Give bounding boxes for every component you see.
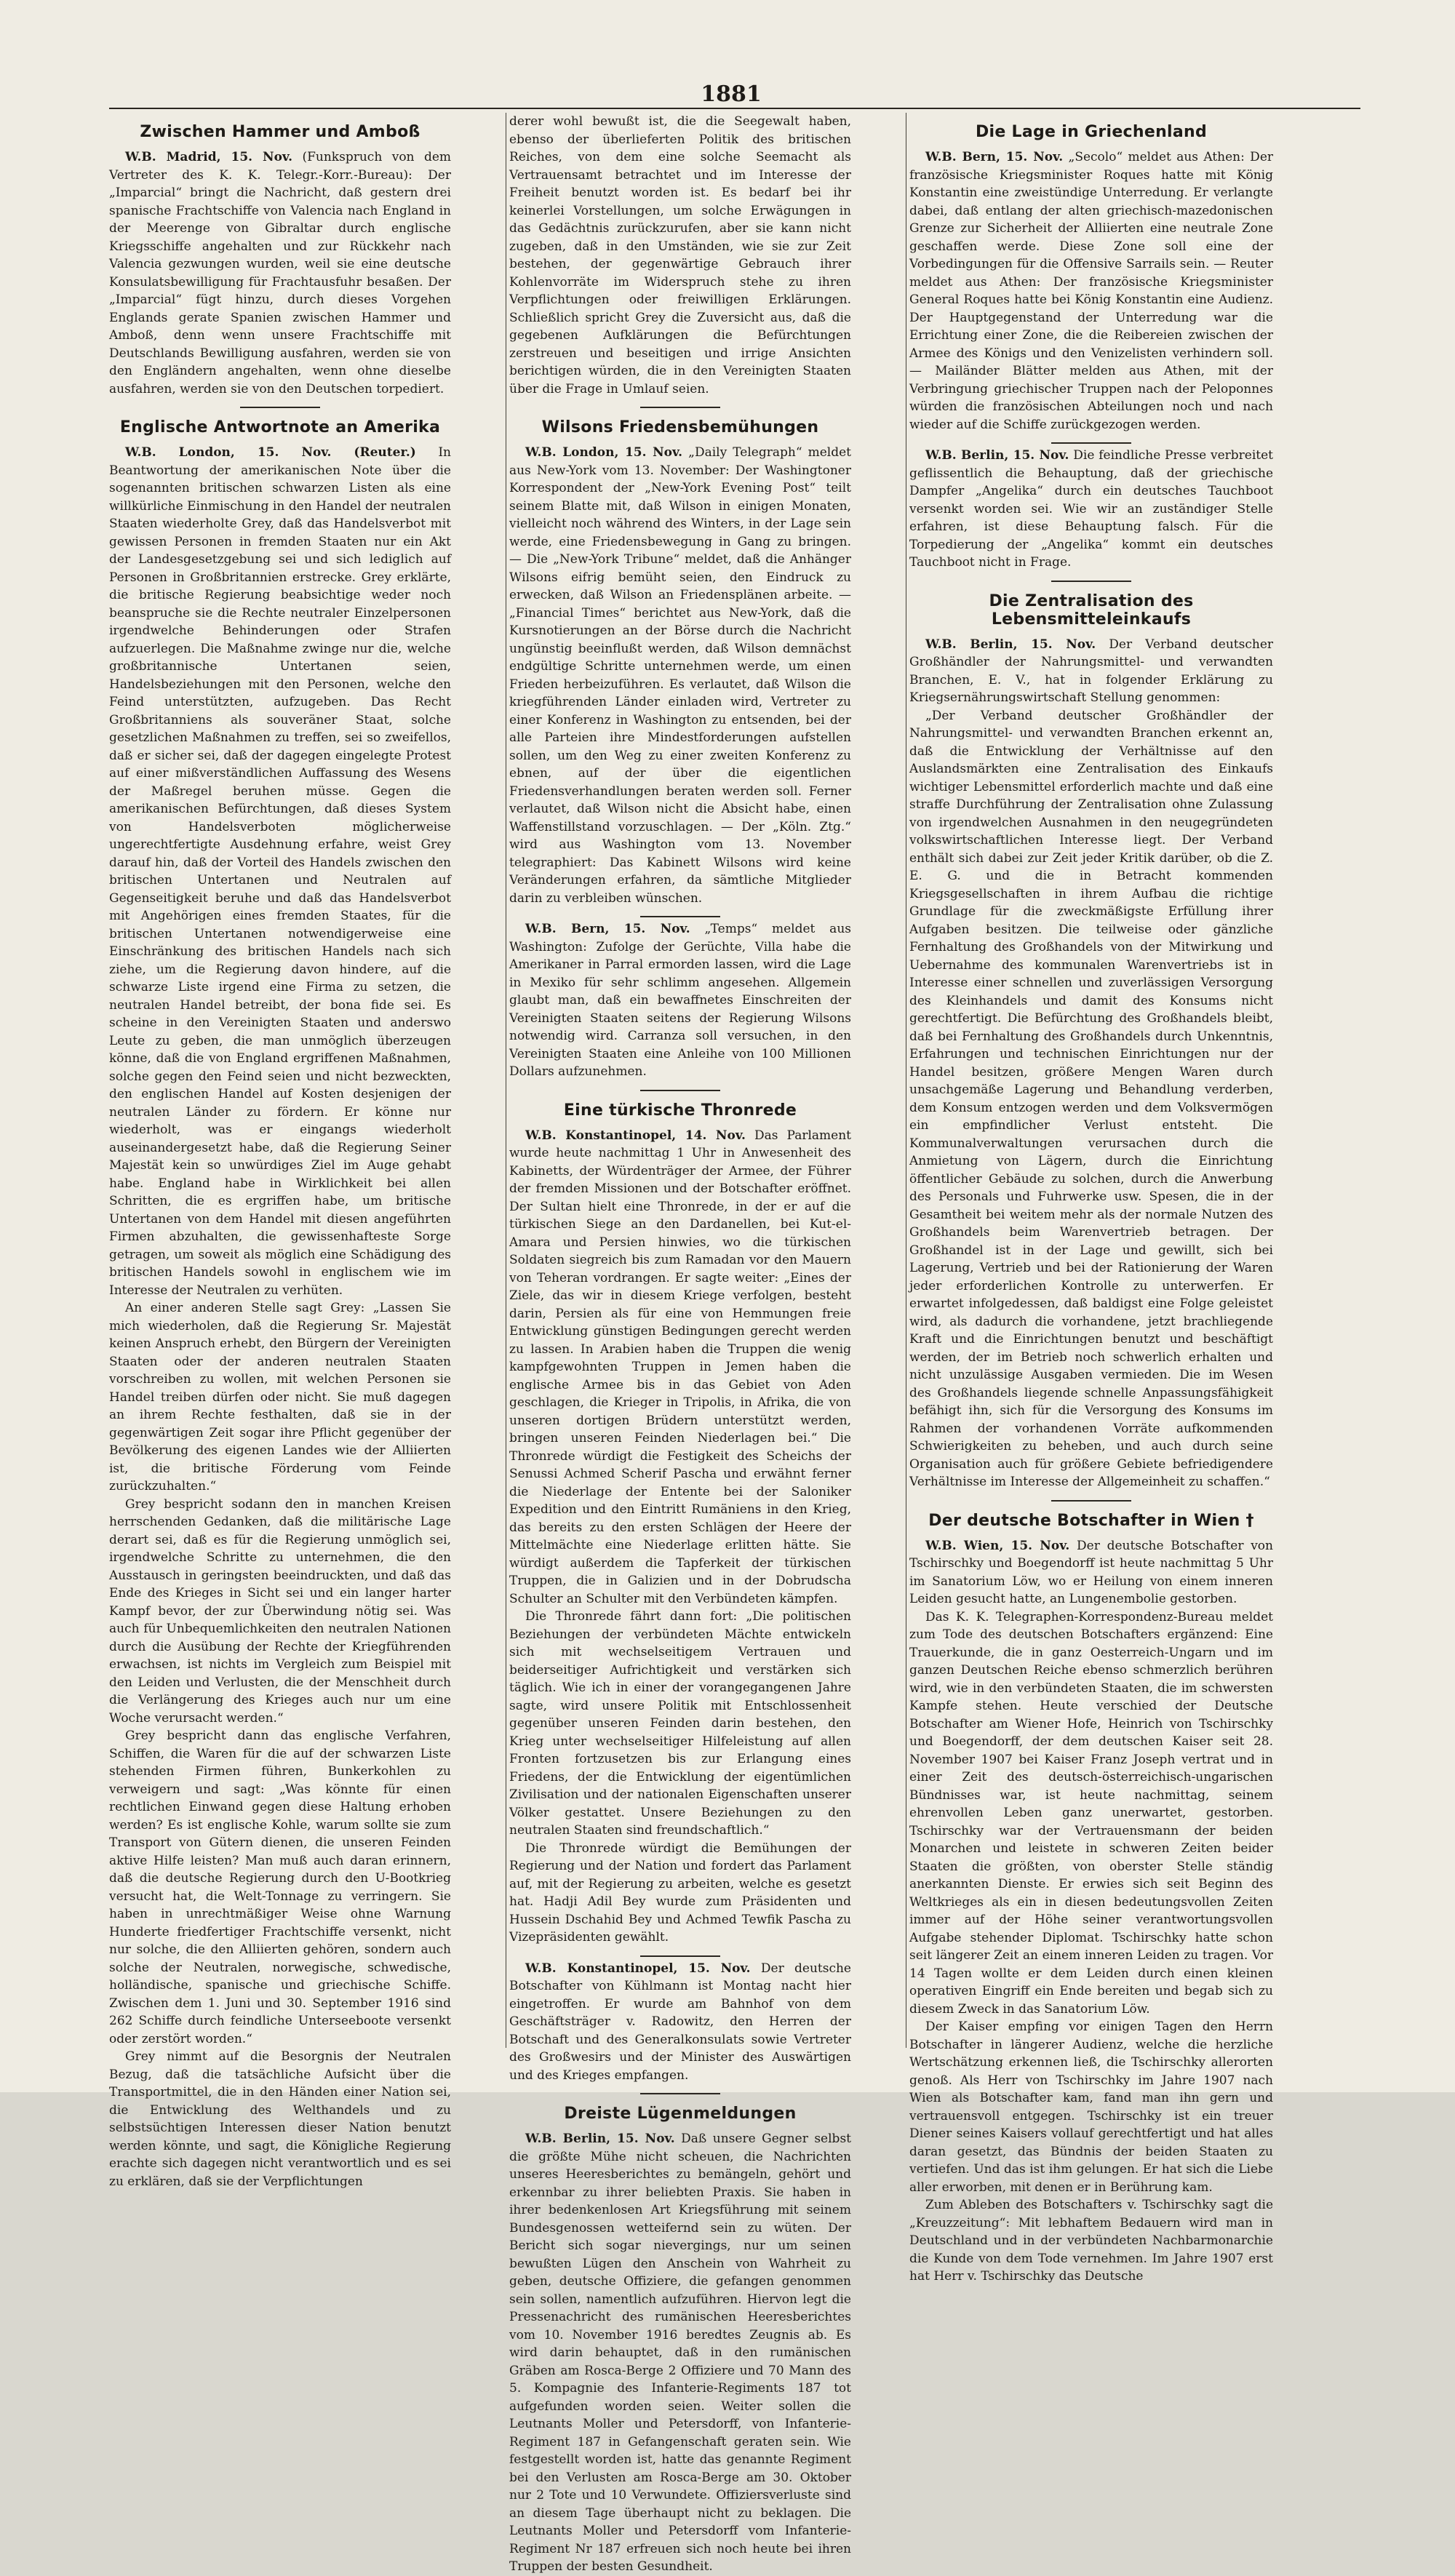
dateline: W.B. Berlin, 15. Nov. bbox=[525, 2132, 675, 2146]
article-text: Das Parlament wurde heute nachmittag 1 Uhr in Anwesenheit des Kabinetts, der Würdenträger der Armee, der Führer der fremden Missionen und der Botschafter eröffnet. Der Sultan hielt eine Thronrede, in der er auf die türkischen Siege an den Dardanellen, bei Kut-el-Amara und Persien hinwies, wo die türkischen Soldaten siegreich bis zum Ramadan vor den Mauern von Teheran vordrangen. Er sagte weiter: „Eines der Ziele, das wir in diesem Kriege verfolgen, besteht darin, Persien als für eine von Hemmungen freie Entwicklung günstigen Bedingungen gerecht werden zu lassen. In Arabien haben die Truppen die wenig kampfgewohnten Truppen in Jemen haben die englische Armee bis in das Gebiet von Aden geschlagen, die Krieger in Tripolis, in Afrika, die von unseren dortigen Brüdern unterstützt werden, bringen unseren Feinden Niederlagen bei.“ Die Thronrede würdigt die Festigkeit des Scheichs der Senussi Achmed Scherif Pascha und erwähnt ferner die Niederlage der Entente bei der Saloniker Expedition und den Eintritt Rumäniens in den Krieg, das bereits zu den ersten Schlägen der Heere der Mittelmächte eine Niederlage erlitten hätte. Sie würdigt außerdem die Tapferkeit der türkischen Truppen, die in Galizien und in der Dobrudscha Schulter an Schulter mit den Verbündeten kämpfen. bbox=[509, 1128, 851, 1606]
dateline: W.B. Konstantinopel, 14. Nov. bbox=[525, 1128, 746, 1143]
article-paragraph: Die Thronrede würdigt die Bemühungen der Regierung und der Nation und fordert das Parlament auf, mit der Regierung zu arbeiten, welche es gesetzt hat. Hadji Adil Bey wurde zum Präsidenten und Hussein Dschahid Bey und Achmed Tewfik Pascha zu Vizepräsidenten gewählt. bbox=[509, 1841, 851, 1945]
article-paragraph bbox=[509, 1127, 851, 1608]
column-right bbox=[909, 113, 1274, 2284]
dateline: W.B. Bern, 15. Nov. bbox=[525, 922, 690, 936]
article-paragraph: derer wohl bewußt ist, die die Seegewalt haben, ebenso der überlieferten Politik des britischen Reiches, von dem eine solche Seemacht als Vertrauensamt betrachtet und im Interesse der Freiheit benutzt worden ist. Es bedarf bei ihr keinerlei Vorstellungen, um solche Erwägungen in das Gedächtnis zurückzurufen, aber sie kann nicht zugeben, daß in den Umständen, wie sie zur Zeit bestehen, der gegenwärtige Gebrauch ihrer Kohlenvorräte im Widerspruch stehe zu ihren Verpflichtungen oder freiwilligen Erklärungen. Schließlich spricht Grey die Zuversicht aus, daß die gegebenen Aufklärungen die Befürchtungen zerstreuen und beseitigen und irrige Ansichten berichtigen würden, die in den Vereinigten Staaten über die Frage in Umlauf seien. bbox=[509, 114, 851, 396]
article-paragraph bbox=[509, 920, 851, 1081]
article-paragraph bbox=[109, 444, 451, 1299]
dateline: W.B. Konstantinopel, 15. Nov. bbox=[525, 1961, 751, 1976]
dateline: W.B. London, 15. Nov. bbox=[525, 445, 683, 460]
article-divider bbox=[640, 1090, 720, 1091]
column-left bbox=[109, 113, 452, 2189]
dateline: W.B. Wien, 15. Nov. bbox=[925, 1538, 1070, 1553]
article-divider bbox=[1051, 442, 1131, 444]
article-divider bbox=[640, 916, 720, 917]
article-paragraph: Zum Ableben des Botschafters v. Tschirschky sagt die „Kreuzzeitung“: Mit lebhaftem Bedauern wird man in Deutschland und in der verbündeten Nachbarmonarchie die Kunde von dem Tode vernehmen. Im Jahre 1907 erst hat Herr v. Tschirschky das Deutsche bbox=[909, 2198, 1273, 2284]
headline-zentralisation-lebensmitteleinkauf: Die Zentralisation des Lebensmitteleinkaufs bbox=[989, 591, 1194, 629]
headline-hammer-amboss: Zwischen Hammer und Amboß bbox=[140, 123, 420, 141]
article-divider bbox=[1051, 581, 1131, 582]
article-paragraph: Grey bespricht dann das englische Verfahren, Schiffen, die Waren für die auf der schwarzen Liste stehenden Firmen führen, Bunkerkohlen zu verweigern und sagt: „Was könnte für einen rechtlichen Einwand gegen diese Haltung erhoben werden? Es ist englische Kohle, warum sollte sie zum Transport von Gütern dienen, die unseren Feinden aktive Hilfe leisten? Man muß auch daran erinnern, daß die deutsche Regierung durch den U-Bootkrieg versucht hat, die Welt-Tonnage zu verringern. Sie haben in unrechtmäßiger Weise ohne Warnung Hunderte friedfertiger Frachtschiffe versenkt, nicht nur solche, die den Alliierten gehören, sondern auch solche der Neutralen, norwegische, schwedische, holländische, spanische und griechische Schiffe. Zwischen dem 1. Juni und 30. September 1916 sind 262 Schiffe durch feindliche Unterseeboote versenkt oder zerstört worden.“ bbox=[109, 1728, 451, 2046]
dateline: W.B. Madrid, 15. Nov. bbox=[125, 150, 293, 164]
headline-lage-griechenland: Die Lage in Griechenland bbox=[975, 123, 1208, 141]
article-text: „Temps“ meldet aus Washington: Zufolge der Gerüchte, Villa habe die Amerikaner in Parral ermorden lassen, wird die Lage in Mexiko für sehr schlimm angesehen. Allgemein glaubt man, daß ein bewaffnetes Einschreiten der Vereinigten Staaten seitens der Regierung Wilsons notwendig wird. Carranza soll versuchen, in den Vereinigten Staaten eine Anleihe von 100 Millionen Dollars aufzunehmen. bbox=[509, 922, 851, 1079]
article-text: (Funkspruch von dem Vertreter des K. K. Telegr.-Korr.-Bureau): Der „Imparcial“ bringt die Nachricht, daß gestern drei spanische Frachtschiffe von Valencia nach England in der Meerenge von Gibraltar durch englische Kriegsschiffe angehalten und zur Rückkehr nach Valencia gezwungen wurden, weil sie eine deutsche Konsulatsbewilligung für Frachtausfuhr besaßen. Der „Imparcial“ fügt hinzu, durch dieses Vorgehen Englands gerate Spanien zwischen Hammer und Amboß, denn wenn unsere Frachtschiffe mit Deutschlands Bewilligung ausfahren, werden sie von den Engländern angehalten, wenn ohne dieselbe ausfahren, werden sie von den Deutschen torpediert. bbox=[109, 150, 452, 396]
article-divider bbox=[240, 407, 320, 408]
article-paragraph bbox=[509, 1960, 851, 2085]
article-text: Der deutsche Botschafter von Tschirschky und Boegendorff ist heute nachmittag 5 Uhr im Sanatorium Löw, wo er Heilung von einem inneren Leiden gesucht hatte, an Lungenembolie gestorben. bbox=[909, 1538, 1273, 1606]
article-text: „Daily Telegraph“ meldet aus New-York vom 13. November: Der Washingtoner Korrespondent der „New-York Evening Post“ teilt seinem Blatte mit, daß Wilson in einigen Monaten, vielleicht noch während des Winters, in der Lage sein werde, eine Friedensbewegung in Gang zu bringen. — Die „New-York Tribune“ meldet, daß die Anhänger Wilsons eifrig bemüht seien, den Eindruck zu erwecken, daß Wilson an Friedensplänen arbeite. — „Financial Times“ berichtet aus New-York, daß die Kursnotierungen an der Börse durch die Nachricht ungünstig beeinflußt werden, daß Wilson demnächst endgültige Schritte unternehmen werde, um einen Frieden herbeizuführen. Es verlautet, daß Wilson die kriegführenden Länder einladen wird, Vertreter zu einer Konferenz in Washington zu entsenden, bei der alle Parteien ihre Mindestforderungen aufstellen sollen, um den Weg zu einer zweiten Konferenz zu ebnen, auf der über die eigentlichen Friedensverhandlungen beraten werden soll. Ferner verlautet, daß Wilson nicht die Absicht habe, einen Waffenstillstand vorzuschlagen. — Der „Köln. Ztg.“ wird aus Washington vom 13. November telegraphiert: Das Kabinett Wilsons wird keine Veränderungen erfahren, da sämtliche Mitglieder darin zu verbleiben wünschen. bbox=[509, 445, 851, 906]
headline-botschafter-wien: Der deutsche Botschafter in Wien † bbox=[928, 1511, 1254, 1530]
article-paragraph bbox=[109, 148, 451, 398]
article-paragraph: „Der Verband deutscher Großhändler der Nahrungsmittel- und verwandten Branchen erkennt an, daß die Entwicklung der Verhältnisse auf den Auslandsmärkten eine Zentralisation des Einkaufs wichtiger Lebensmittel erforderlich machte und daß eine straffe Durchführung der Zentralisation ohne Zulassung von irgendwelchen Ausnahmen in den neugegründeten volkswirtschaftlichen Interesse liegt. Der Verband enthält sich dabei zur Zeit jeder Kritik darüber, ob die Z. E. G. und die in Betracht kommenden Kriegsgesellschaften in ihrem Aufbau die richtige Grundlage für die zweckmäßigste Erfüllung ihrer Aufgaben besitzen. Die teilweise oder gänzliche Fernhaltung des Großhandels von der Mitwirkung und Uebernahme des kommunalen Warenvertriebs ist in Interesse einer schnellen und zuverlässigen Versorgung des Kleinhandels und damit des Konsums nicht gerechtfertigt. Die Befürchtung des Großhandels bleibt, daß bei Fernhaltung des Großhandels durch Unkenntnis, Erfahrungen und technischen Einrichtungen nur der Handel besitzen, größere Mengen Waren durch unsachgemäße Lagerung und Behandlung verderben, dem Konsum entzogen werden und dem Volksvermögen ein empfindlicher Verlust entsteht. Die Kommunalverwaltungen verursachen durch die Anmietung von Lägern, durch die Einrichtung öffentlicher Gebäude zu solchen, durch die Anwerbung des Personals und Fuhrwerke usw. Spesen, die in der Gesamtheit bei weitem mehr als der normale Nutzen des Großhandels beim Warenvertrieb betragen. Der Großhandel ist in der Lage und gewillt, sich bei Lagerung, Vertrieb und bei der Rationierung der Waren jeder erforderlichen Kontrolle zu unterwerfen. Er erwartet infolgedessen, daß baldigst eine Folge geleistet wird, als dadurch die vorhandene, jetzt brachliegende Kraft und die Einrichtungen benutzt und beschäftigt werden, der im Betrieb noch schwerlich erhalten und nicht unzulässige Ausgaben vermieden. Die im Wesen des Großhandels liegende schnelle Anpassungsfähigkeit befähigt ihn, sich für die Versorgung des Konsums im Rahmen der vorhandenen Vorräte aufkommenden Schwierigkeiten zu beheben, und auch durch seine Organisation auch für größere Gebiete befriedigendere Verhältnisse im Interesse der Allgemeinheit zu schaffen.“ bbox=[909, 708, 1273, 1489]
dateline: W.B. London, 15. Nov. (Reuter.) bbox=[125, 445, 416, 460]
dateline: W.B. Berlin, 15. Nov. bbox=[925, 637, 1096, 652]
article-text: Der Verband deutscher Großhändler der Nahrungsmittel- und verwandten Branchen, E. V., hat in folgender Erklärung zu Kriegsernährungswirtschaft Stellung genommen: bbox=[909, 637, 1274, 705]
article-paragraph bbox=[909, 148, 1273, 434]
article-divider bbox=[1051, 1500, 1131, 1502]
article-paragraph: Die Thronrede fährt dann fort: „Die politischen Beziehungen der verbündeten Mächte entwickeln sich mit wechselseitigem Vertrauen und beiderseitiger Aufrichtigkeit und verstärken sich täglich. Wie ich in einer der vorangegangenen Jahre sagte, wird unsere Politik mit Entschlossenheit gegenüber unseren Feinden darin bestehen, den Krieg unter wechselseitiger Hilfeleistung auf allen Fronten fortzusetzen bis zur Erlangung eines Friedens, der die Entwicklung der eigentümlichen Zivilisation und der nationalen Eigenschaften unserer Völker gestattet. Unsere Beziehungen zu den neutralen Staaten sind freundschaftlich.“ bbox=[509, 1609, 851, 1838]
headline-wilsons-friedensbemuehungen: Wilsons Friedensbemühungen bbox=[541, 418, 819, 436]
headline-dreiste-luegenmeldungen: Dreiste Lügenmeldungen bbox=[564, 2105, 797, 2123]
page-number: 1881 bbox=[701, 81, 762, 107]
article-divider bbox=[640, 2093, 720, 2094]
headline-englische-antwortnote: Englische Antwortnote an Amerika bbox=[119, 418, 441, 436]
article-paragraph: Der Kaiser empfing vor einigen Tagen den Herrn Botschafter in längerer Audienz, welche die herzliche Wertschätzung erkennen ließ, die Tschirschky allerorten genoß. Als Herr von Tschirschky im Jahre 1907 nach Wien als Botschafter kam, fand man ihn gern und vertrauensvoll entgegen. Tschirschky ist ein treuer Diener seines Kaisers vollauf gerechtfertigt und hat alles daran gesetzt, das Bündnis der beiden Staaten zu vertiefen. Und das ist ihm gelungen. Er hat sich die Liebe aller erworben, mit denen er in Berührung kam. bbox=[909, 2019, 1273, 2195]
article-paragraph: Das K. K. Telegraphen-Korrespondenz-Bureau meldet zum Tode des deutschen Botschafters ergänzend: Eine Trauerkunde, die in ganz Oesterreich-Ungarn und im ganzen Deutschen Reiche ebenso schmerzlich berühren wird, wie in den verbündeten Staaten, die im schwersten Kampfe stehen. Heute verschied der Deutsche Botschafter am Wiener Hofe, Heinrich von Tschirschky und Boegendorff, der dem deutschen Kaiser seit 28. November 1907 bei Kaiser Franz Joseph vertrat und in einer Zeit des deutsch-österreichisch-ungarischen Bündnisses war, ist heute nachmittag, seinem ehrenvollen Leben ganz unerwartet, gestorben. Tschirschky war der Vertrauensmann der beiden Monarchen und leistete in schweren Zeiten beider Staaten die größten, von oberster Stelle ständig anerkannten Dienste. Er erwies sich seit Beginn des Weltkrieges als ein in diesen bedeutungsvollen Zeiten immer auf der Höhe seiner verantwortungsvollen Aufgabe stehender Diplomat. Tschirschky hatte schon seit längerer Zeit an einem inneren Leiden zu tragen. Vor 14 Tagen wollte er dem Leiden durch einen kleinen operativen Eingriff ein Ende bereiten und begab sich zu diesem Zweck in das Sanatorium Löw. bbox=[909, 1609, 1273, 2017]
headline-tuerkische-thronrede: Eine türkische Thronrede bbox=[563, 1101, 797, 1120]
article-text: Der deutsche Botschafter von Kühlmann ist Montag nacht hier eingetroffen. Er wurde am Bahnhof von dem Geschäftsträger v. Radowitz, den Herren der Botschaft und des Generalkonsulats sowie Vertreter des Großwesirs und der Minister des Auswärtigen und des Krieges empfangen. bbox=[509, 1961, 851, 2083]
article-paragraph: Grey bespricht sodann den in manchen Kreisen herrschenden Gedanken, daß die militärische Lage derart sei, daß es für die Regierung unmöglich sei, irgendwelche Schritte zu unternehmen, die den Ausstausch in geringsten beeindruckten, und daß das Ende des Krieges in Sicht sei und ein langer harter Kampf bevor, der zur Überwindung nötig sei. Was auch für Unbequemlichkeiten den neutralen Nationen durch die Ausübung der Rechte der Kriegführenden erwachsen, ist nichts im Vergleich zum Beispiel mit den Leiden und Verlusten, die der Menschheit durch die Verlängerung des Krieges auch nur um eine Woche verursacht werden.“ bbox=[109, 1496, 451, 1726]
article-paragraph: An einer anderen Stelle sagt Grey: „Lassen Sie mich wiederholen, daß die Regierung Sr. Majestät keinen Anspruch erhebt, den Bürgern der Vereinigten Staaten oder der anderen neutralen Staaten vorschreiben zu wollen, mit welchen Personen sie Handel treiben dürfen oder nicht. Sie muß dagegen an ihrem Rechte festhalten, daß sie in der gegenwärtigen Zeit sogar ihre Pflicht gegenüber der Bevölkerung des eigenen Landes wie der Alliierten ist, die britische Förderung vom Feinde zurückzuhalten.“ bbox=[109, 1301, 451, 1494]
article-text: Daß unsere Gegner selbst die größte Mühe nicht scheuen, die Nachrichten unseres Heeresberichtes zu bemängeln, gehört und erkennbar zu ihrer beliebten Praxis. Sie haben in ihrer bedenkenlosen Art Kriegsführung mit seinem Bundesgenossen wetteifernd sein zu wüten. Der Bericht sich sogar nievergings, nur um seinen bewußten Lügen den Anschein von Wahrheit zu geben, deutsche Offiziere, die gefangen genommen sein sollen, namentlich aufzuführen. Hiervon legt die Pressenachricht des rumänischen Heeresberichtes vom 10. November 1916 beredtes Zeugnis ab. Es wird darin behauptet, daß in den rumänischen Gräben am Rosca-Berge 2 Offiziere und 70 Mann des 5. Kompagnie des Infanterie-Regiments 187 tot aufgefunden worden seien. Weiter sollen die Leutnants Moller und Petersdorff, von Infanterie-Regiment 187 in Gefangenschaft geraten sein. Wie festgestellt worden ist, hatte das genannte Regiment bei den Verlusten am Rosca-Berge am 30. Oktober nur 2 Tote und 10 Verwundete. Offiziersverluste sind an diesem Tage überhaupt nicht zu beklagen. Die Leutnants Moller und Petersdorff vom Infanterie-Regiment Nr 187 erfreuen sich noch heute bei ihren Truppen der besten Gesundheit. bbox=[509, 2132, 851, 2574]
article-text: „Secolo“ meldet aus Athen: Der französische Kriegsminister Roques hatte mit König Konstantin eine zweistündige Unterredung. Er verlangte dabei, daß entlang der alten griechisch-mazedonischen Grenze zur Sicherheit der Alliierten eine neutrale Zone geschaffen werde. Diese Zone soll eine der Vorbedingungen für die Offensive Sarrails sein. — Reuter meldet aus Athen: Der französische Kriegsminister General Roques hatte bei König Konstantin eine Audienz. Der Hauptgegenstand der Unterredung war die Errichtung einer Zone, die die Reibereien zwischen der Armee des Königs und den Venizelisten verhindern soll. — Mailänder Blätter melden aus Athen, mit der Verbringung griechischer Truppen nach der Peloponnes würden die französischen Abteilungen noch und nach wieder auf die Schiffe zurückgezogen werden. bbox=[909, 150, 1274, 432]
header-rule bbox=[109, 108, 1360, 109]
article-paragraph bbox=[509, 2130, 851, 2576]
article-paragraph bbox=[509, 444, 851, 907]
article-paragraph bbox=[909, 1537, 1273, 1608]
article-paragraph bbox=[909, 447, 1273, 572]
dateline: W.B. Berlin, 15. Nov. bbox=[925, 448, 1069, 463]
article-paragraph bbox=[909, 636, 1273, 707]
article-divider bbox=[640, 407, 720, 408]
column-middle bbox=[509, 113, 851, 2574]
article-text: In Beantwortung der amerikanischen Note über die sogenannten britischen schwarzen Listen als eine willkürliche Einmischung in den Handel der neutralen Staaten wiederholte Grey, daß das Handelsverbot mit gewissen Personen in fremden Staaten nur ein Akt der Landesgesetzgebung sei und sich lediglich auf Personen in Großbritannien erstrecke. Grey erklärte, die britische Regierung beabsichtige weder noch beanspruche sie die Rechte neutraler Einzelpersonen irgendwelche Behinderungen oder Strafen aufzuerlegen. Die Maßnahme zwinge nur die, welche großbritannische Untertanen seien, Handelsbeziehungen mit den Personen, welche den Feind unterstützten, aufzugeben. Das Recht Großbritanniens als souveräner Staat, solche gesetzlichen Maßnahmen zu treffen, sei so zweifellos, daß er sicher sei, daß der dagegen eingelegte Protest auf einer mißverständlichen Auffassung des Wesens der Maßregel beruhen müsse. Gegen die amerikanischen Befürchtungen, daß dieses System von Handelsverboten möglicherweise ungerechtfertigte Ausdehnung erfahre, weist Grey darauf hin, daß der Vorteil des Handels zwischen den britischen Untertanen und Neutralen auf Gegenseitigkeit beruhe und daß das Handelsverbot mit Angehörigen eines fremden Staates, für die britischen Untertanen notwendigerweise eine Einschränkung des britischen Handels nach sich ziehe, um die Regierung davon hindere, auf die schwarze Liste irgend eine Firma zu setzen, die neutralen Handel betreibt, der bona fide sei. Es scheine in den Vereinigten Staaten und anderswo Leute zu geben, die man unmöglich überzeugen könne, daß die von England ergriffenen Maßnahmen, solche gegen den Feind seien und nicht bezweckten, den englischen Handel auf Kosten desjenigen der neutralen Länder zu fördern. Er könne nur wiederholt, was er eingangs wiederholt auseinandergesetzt habe, daß die Regierung Seiner Majestät kein so unwürdiges Ziel im Auge gehabt habe. England habe in Wirklichkeit bei allen Schritten, die es ergriffen habe, um britische Untertanen von dem Handel mit diesen angeführten Firmen abzuhalten, die gewissenhafteste Sorge getragen, um soweit als möglich eine Schädigung des britischen Handels sowohl in englischem wie im Interesse der Neutralen zu verhüten. bbox=[109, 445, 451, 1298]
dateline: W.B. Bern, 15. Nov. bbox=[925, 150, 1064, 164]
article-divider bbox=[640, 1955, 720, 1957]
article-paragraph: Grey nimmt auf die Besorgnis der Neutralen Bezug, daß die tatsächliche Aufsicht über die Transportmittel, die in den Händen einer Nation sei, die Entwicklung des Welthandels und zu selbstsüchtigen Interessen dieser Nation benutzt werden könnte, und sagt, die Königliche Regierung erachte sich dagegen nicht verantwortlich und es sei zu erklären, daß sie der Verpflichtungen bbox=[109, 2049, 451, 2189]
article-text: Die feindliche Presse verbreitet geflissentlich die Behauptung, daß der griechische Dampfer „Angelika“ durch ein deutsches Tauchboot versenkt worden sei. Wie wir an zuständiger Stelle erfahren, ist diese Behauptung falsch. Für die Torpedierung der „Angelika“ kommt ein deutsches Tauchboot nicht in Frage. bbox=[909, 448, 1274, 570]
